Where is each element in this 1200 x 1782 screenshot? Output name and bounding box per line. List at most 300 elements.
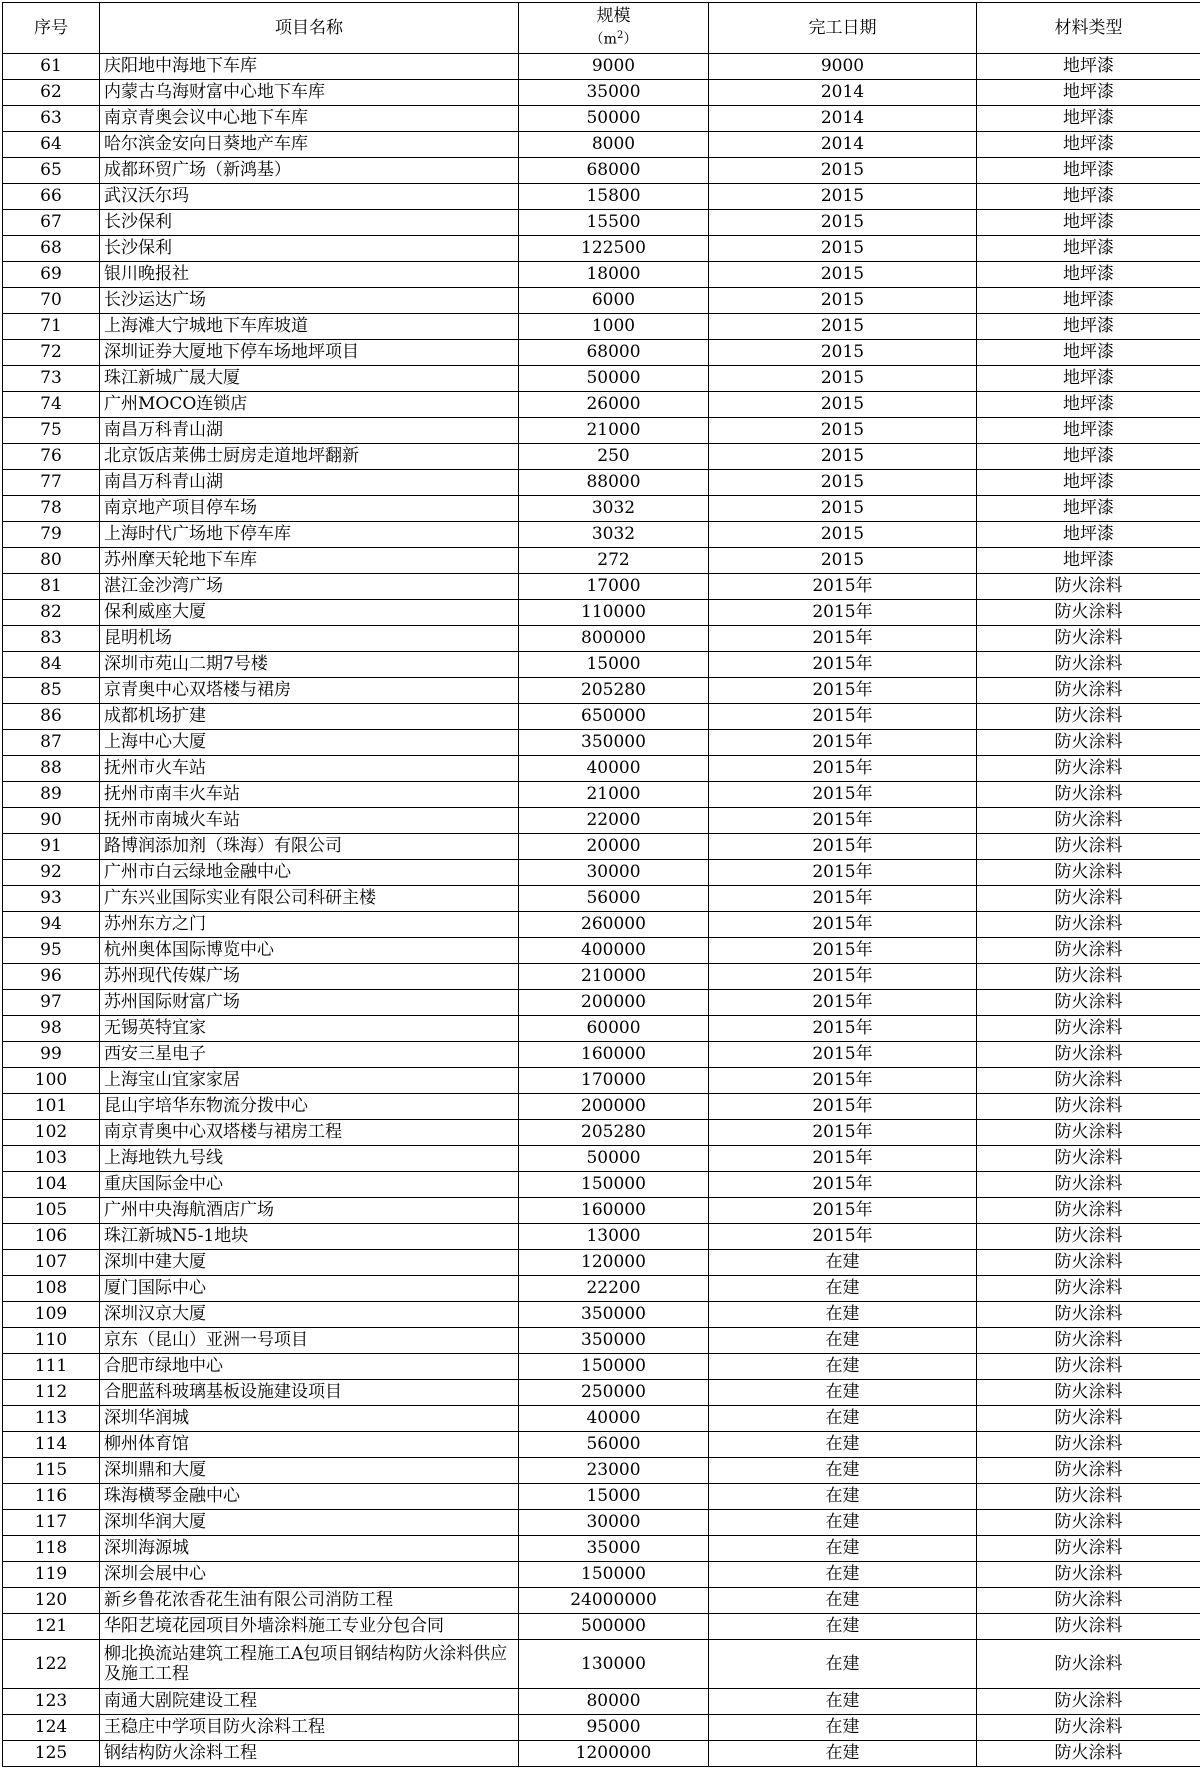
cell-scale: 68000 xyxy=(519,340,709,366)
cell-material: 地坪漆 xyxy=(977,496,1200,522)
cell-name: 珠海横琴金融中心 xyxy=(100,1484,519,1510)
cell-material: 防火涂料 xyxy=(977,990,1200,1016)
table-row xyxy=(3,1146,1200,1172)
table-row xyxy=(3,704,1200,730)
cell-scale: 500000 xyxy=(519,1614,709,1640)
cell-material: 防火涂料 xyxy=(977,860,1200,886)
cell-date: 2015 xyxy=(709,366,977,392)
cell-scale: 150000 xyxy=(519,1172,709,1198)
cell-date: 2015年 xyxy=(709,808,977,834)
table-body xyxy=(3,54,1200,1767)
cell-date: 2015年 xyxy=(709,626,977,652)
cell-name: 深圳汉京大厦 xyxy=(100,1302,519,1328)
cell-material: 地坪漆 xyxy=(977,548,1200,574)
cell-date: 在建 xyxy=(709,1536,977,1562)
cell-scale: 50000 xyxy=(519,1146,709,1172)
cell-material: 防火涂料 xyxy=(977,1016,1200,1042)
cell-date: 在建 xyxy=(709,1510,977,1536)
cell-date: 2015年 xyxy=(709,1146,977,1172)
cell-name: 新乡鲁花浓香花生油有限公司消防工程 xyxy=(100,1588,519,1614)
cell-material: 地坪漆 xyxy=(977,314,1200,340)
table-row xyxy=(3,1432,1200,1458)
cell-date: 2015年 xyxy=(709,652,977,678)
cell-scale: 80000 xyxy=(519,1689,709,1715)
cell-name: 钢结构防火涂料工程 xyxy=(100,1741,519,1767)
table-row xyxy=(3,496,1200,522)
cell-scale: 26000 xyxy=(519,392,709,418)
cell-name: 无锡英特宜家 xyxy=(100,1016,519,1042)
cell-scale: 205280 xyxy=(519,678,709,704)
cell-name: 深圳市苑山二期7号楼 xyxy=(100,652,519,678)
cell-material: 防火涂料 xyxy=(977,1741,1200,1767)
cell-name: 上海宝山宜家家居 xyxy=(100,1068,519,1094)
table-row xyxy=(3,860,1200,886)
cell-date: 2015年 xyxy=(709,990,977,1016)
cell-scale: 150000 xyxy=(519,1562,709,1588)
table-row xyxy=(3,782,1200,808)
cell-no: 83 xyxy=(3,626,100,652)
cell-date: 2015年 xyxy=(709,600,977,626)
cell-scale: 260000 xyxy=(519,912,709,938)
table-row xyxy=(3,1120,1200,1146)
cell-date: 2015年 xyxy=(709,964,977,990)
cell-material: 地坪漆 xyxy=(977,392,1200,418)
table-row xyxy=(3,938,1200,964)
cell-no: 81 xyxy=(3,574,100,600)
cell-material: 防火涂料 xyxy=(977,1276,1200,1302)
cell-material: 地坪漆 xyxy=(977,366,1200,392)
cell-material: 防火涂料 xyxy=(977,1510,1200,1536)
cell-date: 2015年 xyxy=(709,912,977,938)
cell-material: 防火涂料 xyxy=(977,1689,1200,1715)
cell-no: 79 xyxy=(3,522,100,548)
cell-date: 2015年 xyxy=(709,704,977,730)
cell-name: 苏州国际财富广场 xyxy=(100,990,519,1016)
cell-material: 防火涂料 xyxy=(977,1172,1200,1198)
table-row xyxy=(3,1328,1200,1354)
cell-date: 2015年 xyxy=(709,1120,977,1146)
table-row xyxy=(3,1484,1200,1510)
cell-scale: 18000 xyxy=(519,262,709,288)
cell-scale: 160000 xyxy=(519,1042,709,1068)
cell-no: 111 xyxy=(3,1354,100,1380)
cell-name: 深圳中建大厦 xyxy=(100,1250,519,1276)
table-row xyxy=(3,1042,1200,1068)
cell-name: 昆明机场 xyxy=(100,626,519,652)
cell-name: 深圳华润城 xyxy=(100,1406,519,1432)
cell-material: 防火涂料 xyxy=(977,1715,1200,1741)
table-row xyxy=(3,340,1200,366)
cell-name: 哈尔滨金安向日葵地产车库 xyxy=(100,132,519,158)
cell-date: 2015年 xyxy=(709,1016,977,1042)
cell-name: 广州中央海航酒店广场 xyxy=(100,1198,519,1224)
cell-name: 抚州市南丰火车站 xyxy=(100,782,519,808)
cell-material: 防火涂料 xyxy=(977,1640,1200,1689)
table-row xyxy=(3,1614,1200,1640)
cell-name: 上海时代广场地下停车库 xyxy=(100,522,519,548)
cell-no: 113 xyxy=(3,1406,100,1432)
cell-date: 2015年 xyxy=(709,860,977,886)
cell-date: 2015 xyxy=(709,548,977,574)
cell-name: 王稳庄中学项目防火涂料工程 xyxy=(100,1715,519,1741)
table-row xyxy=(3,1250,1200,1276)
cell-date: 2015年 xyxy=(709,1094,977,1120)
cell-no: 93 xyxy=(3,886,100,912)
cell-no: 87 xyxy=(3,730,100,756)
cell-date: 2015 xyxy=(709,314,977,340)
cell-name: 深圳会展中心 xyxy=(100,1562,519,1588)
table-row xyxy=(3,522,1200,548)
cell-no: 78 xyxy=(3,496,100,522)
cell-scale: 150000 xyxy=(519,1354,709,1380)
cell-material: 防火涂料 xyxy=(977,730,1200,756)
cell-no: 88 xyxy=(3,756,100,782)
table-row xyxy=(3,1302,1200,1328)
cell-no: 64 xyxy=(3,132,100,158)
cell-name: 武汉沃尔玛 xyxy=(100,184,519,210)
cell-name: 长沙保利 xyxy=(100,236,519,262)
cell-name: 成都环贸广场（新鸿基） xyxy=(100,158,519,184)
cell-scale: 6000 xyxy=(519,288,709,314)
cell-name: 抚州市南城火车站 xyxy=(100,808,519,834)
header-name: 项目名称 xyxy=(100,3,519,54)
cell-date: 2014 xyxy=(709,106,977,132)
cell-no: 114 xyxy=(3,1432,100,1458)
cell-material: 防火涂料 xyxy=(977,782,1200,808)
cell-no: 91 xyxy=(3,834,100,860)
cell-material: 防火涂料 xyxy=(977,1146,1200,1172)
header-material: 材料类型 xyxy=(977,3,1200,54)
cell-no: 85 xyxy=(3,678,100,704)
table-row xyxy=(3,314,1200,340)
cell-date: 在建 xyxy=(709,1354,977,1380)
cell-material: 防火涂料 xyxy=(977,1406,1200,1432)
cell-no: 69 xyxy=(3,262,100,288)
header-date: 完工日期 xyxy=(709,3,977,54)
cell-material: 防火涂料 xyxy=(977,964,1200,990)
table-row xyxy=(3,1224,1200,1250)
cell-no: 63 xyxy=(3,106,100,132)
cell-no: 66 xyxy=(3,184,100,210)
cell-scale: 250 xyxy=(519,444,709,470)
cell-scale: 800000 xyxy=(519,626,709,652)
cell-material: 地坪漆 xyxy=(977,236,1200,262)
cell-date: 2015 xyxy=(709,418,977,444)
cell-scale: 350000 xyxy=(519,1328,709,1354)
cell-material: 防火涂料 xyxy=(977,1250,1200,1276)
cell-material: 防火涂料 xyxy=(977,886,1200,912)
cell-date: 在建 xyxy=(709,1328,977,1354)
table-row xyxy=(3,1715,1200,1741)
cell-no: 86 xyxy=(3,704,100,730)
table-row xyxy=(3,730,1200,756)
cell-no: 103 xyxy=(3,1146,100,1172)
table-row xyxy=(3,1172,1200,1198)
cell-no: 122 xyxy=(3,1640,100,1689)
table-row xyxy=(3,392,1200,418)
cell-no: 62 xyxy=(3,80,100,106)
cell-scale: 30000 xyxy=(519,1510,709,1536)
cell-no: 100 xyxy=(3,1068,100,1094)
cell-scale: 22000 xyxy=(519,808,709,834)
cell-material: 防火涂料 xyxy=(977,1354,1200,1380)
table-row xyxy=(3,236,1200,262)
cell-name: 北京饭店莱佛士厨房走道地坪翻新 xyxy=(100,444,519,470)
cell-name: 路博润添加剂（珠海）有限公司 xyxy=(100,834,519,860)
cell-material: 防火涂料 xyxy=(977,652,1200,678)
table-row xyxy=(3,470,1200,496)
cell-scale: 24000000 xyxy=(519,1588,709,1614)
cell-scale: 50000 xyxy=(519,366,709,392)
cell-material: 防火涂料 xyxy=(977,1562,1200,1588)
cell-name: 银川晚报社 xyxy=(100,262,519,288)
cell-material: 防火涂料 xyxy=(977,1484,1200,1510)
cell-material: 地坪漆 xyxy=(977,54,1200,80)
cell-no: 80 xyxy=(3,548,100,574)
cell-material: 地坪漆 xyxy=(977,522,1200,548)
cell-name: 合肥市绿地中心 xyxy=(100,1354,519,1380)
cell-date: 2014 xyxy=(709,132,977,158)
cell-name: 深圳鼎和大厦 xyxy=(100,1458,519,1484)
cell-date: 在建 xyxy=(709,1588,977,1614)
cell-name: 昆山宇培华东物流分拨中心 xyxy=(100,1094,519,1120)
cell-no: 74 xyxy=(3,392,100,418)
header-scale-unit: $(m^2)$ xyxy=(589,29,638,48)
cell-date: 2015年 xyxy=(709,730,977,756)
cell-material: 地坪漆 xyxy=(977,80,1200,106)
cell-no: 76 xyxy=(3,444,100,470)
cell-material: 防火涂料 xyxy=(977,1328,1200,1354)
cell-date: 在建 xyxy=(709,1562,977,1588)
cell-material: 地坪漆 xyxy=(977,340,1200,366)
cell-name: 广东兴业国际实业有限公司科研主楼 xyxy=(100,886,519,912)
cell-date: 9000 xyxy=(709,54,977,80)
cell-material: 防火涂料 xyxy=(977,756,1200,782)
cell-no: 92 xyxy=(3,860,100,886)
table-row xyxy=(3,1016,1200,1042)
cell-name: 南京青奥中心双塔楼与裙房工程 xyxy=(100,1120,519,1146)
cell-date: 2015 xyxy=(709,288,977,314)
cell-material: 防火涂料 xyxy=(977,1458,1200,1484)
table-row xyxy=(3,964,1200,990)
cell-material: 防火涂料 xyxy=(977,678,1200,704)
cell-material: 防火涂料 xyxy=(977,1614,1200,1640)
cell-date: 在建 xyxy=(709,1741,977,1767)
cell-no: 71 xyxy=(3,314,100,340)
cell-material: 防火涂料 xyxy=(977,1302,1200,1328)
cell-name: 上海滩大宁城地下车库坡道 xyxy=(100,314,519,340)
cell-scale: 15500 xyxy=(519,210,709,236)
table-row xyxy=(3,834,1200,860)
cell-scale: 160000 xyxy=(519,1198,709,1224)
cell-no: 77 xyxy=(3,470,100,496)
cell-no: 68 xyxy=(3,236,100,262)
cell-date: 在建 xyxy=(709,1689,977,1715)
cell-date: 2015 xyxy=(709,496,977,522)
cell-material: 防火涂料 xyxy=(977,1068,1200,1094)
cell-scale: 35000 xyxy=(519,80,709,106)
table-row xyxy=(3,1588,1200,1614)
cell-name: 华阳艺境花园项目外墙涂料施工专业分包合同 xyxy=(100,1614,519,1640)
cell-scale: 130000 xyxy=(519,1640,709,1689)
cell-name: 深圳证券大厦地下停车场地坪项目 xyxy=(100,340,519,366)
cell-name: 广州市白云绿地金融中心 xyxy=(100,860,519,886)
cell-date: 2015年 xyxy=(709,1068,977,1094)
cell-name: 珠江新城广晟大厦 xyxy=(100,366,519,392)
cell-no: 90 xyxy=(3,808,100,834)
cell-date: 2015 xyxy=(709,210,977,236)
cell-date: 2015年 xyxy=(709,886,977,912)
cell-no: 104 xyxy=(3,1172,100,1198)
cell-date: 2015 xyxy=(709,158,977,184)
cell-date: 在建 xyxy=(709,1458,977,1484)
cell-name: 合肥蓝科玻璃基板设施建设项目 xyxy=(100,1380,519,1406)
table-row xyxy=(3,1380,1200,1406)
table-row xyxy=(3,756,1200,782)
cell-material: 地坪漆 xyxy=(977,444,1200,470)
table-row xyxy=(3,1640,1200,1689)
cell-date: 2015年 xyxy=(709,756,977,782)
cell-no: 121 xyxy=(3,1614,100,1640)
cell-name: 广州MOCO连锁店 xyxy=(100,392,519,418)
table-row xyxy=(3,366,1200,392)
cell-name: 庆阳地中海地下车库 xyxy=(100,54,519,80)
table-row xyxy=(3,574,1200,600)
cell-material: 地坪漆 xyxy=(977,470,1200,496)
cell-date: 2015年 xyxy=(709,574,977,600)
cell-no: 125 xyxy=(3,1741,100,1767)
cell-no: 82 xyxy=(3,600,100,626)
cell-scale: 120000 xyxy=(519,1250,709,1276)
cell-scale: 23000 xyxy=(519,1458,709,1484)
cell-material: 防火涂料 xyxy=(977,626,1200,652)
cell-material: 防火涂料 xyxy=(977,1380,1200,1406)
cell-scale: 3032 xyxy=(519,522,709,548)
cell-no: 84 xyxy=(3,652,100,678)
cell-material: 地坪漆 xyxy=(977,288,1200,314)
cell-date: 在建 xyxy=(709,1715,977,1741)
cell-name: 京东（昆山）亚洲一号项目 xyxy=(100,1328,519,1354)
table-row xyxy=(3,1094,1200,1120)
cell-scale: 200000 xyxy=(519,1094,709,1120)
table-row xyxy=(3,912,1200,938)
cell-no: 108 xyxy=(3,1276,100,1302)
cell-date: 2015 xyxy=(709,236,977,262)
cell-date: 2015 xyxy=(709,340,977,366)
cell-material: 防火涂料 xyxy=(977,912,1200,938)
cell-scale: 21000 xyxy=(519,782,709,808)
table-row xyxy=(3,106,1200,132)
cell-no: 118 xyxy=(3,1536,100,1562)
cell-scale: 22200 xyxy=(519,1276,709,1302)
cell-scale: 1200000 xyxy=(519,1741,709,1767)
cell-no: 72 xyxy=(3,340,100,366)
cell-date: 2015年 xyxy=(709,678,977,704)
cell-no: 96 xyxy=(3,964,100,990)
cell-scale: 50000 xyxy=(519,106,709,132)
cell-no: 73 xyxy=(3,366,100,392)
cell-scale: 8000 xyxy=(519,132,709,158)
table-row xyxy=(3,1354,1200,1380)
table-row xyxy=(3,652,1200,678)
cell-no: 102 xyxy=(3,1120,100,1146)
table-row xyxy=(3,444,1200,470)
header-scale xyxy=(519,3,709,54)
table-row xyxy=(3,600,1200,626)
cell-name: 苏州现代传媒广场 xyxy=(100,964,519,990)
cell-name: 长沙运达广场 xyxy=(100,288,519,314)
cell-scale: 350000 xyxy=(519,1302,709,1328)
cell-date: 2015年 xyxy=(709,1042,977,1068)
cell-scale: 40000 xyxy=(519,756,709,782)
cell-no: 115 xyxy=(3,1458,100,1484)
cell-date: 2014 xyxy=(709,80,977,106)
cell-name: 深圳华润大厦 xyxy=(100,1510,519,1536)
table-row xyxy=(3,990,1200,1016)
cell-name: 苏州摩天轮地下车库 xyxy=(100,548,519,574)
cell-scale: 3032 xyxy=(519,496,709,522)
cell-date: 2015年 xyxy=(709,1198,977,1224)
cell-scale: 250000 xyxy=(519,1380,709,1406)
cell-material: 地坪漆 xyxy=(977,418,1200,444)
cell-date: 2015年 xyxy=(709,782,977,808)
cell-material: 防火涂料 xyxy=(977,1588,1200,1614)
cell-date: 在建 xyxy=(709,1432,977,1458)
cell-name: 苏州东方之门 xyxy=(100,912,519,938)
table-row xyxy=(3,1536,1200,1562)
cell-material: 地坪漆 xyxy=(977,210,1200,236)
cell-no: 110 xyxy=(3,1328,100,1354)
cell-scale: 9000 xyxy=(519,54,709,80)
header-scale-label: 规模 xyxy=(596,5,631,26)
cell-name: 深圳海源城 xyxy=(100,1536,519,1562)
cell-name: 上海地铁九号线 xyxy=(100,1146,519,1172)
cell-scale: 272 xyxy=(519,548,709,574)
cell-date: 2015 xyxy=(709,184,977,210)
cell-no: 119 xyxy=(3,1562,100,1588)
cell-no: 95 xyxy=(3,938,100,964)
cell-date: 2015 xyxy=(709,470,977,496)
cell-material: 防火涂料 xyxy=(977,834,1200,860)
table-row xyxy=(3,1068,1200,1094)
cell-scale: 17000 xyxy=(519,574,709,600)
cell-no: 75 xyxy=(3,418,100,444)
table-row xyxy=(3,1689,1200,1715)
table-row xyxy=(3,1510,1200,1536)
cell-name: 湛江金沙湾广场 xyxy=(100,574,519,600)
cell-material: 防火涂料 xyxy=(977,1536,1200,1562)
cell-material: 防火涂料 xyxy=(977,1432,1200,1458)
table-row xyxy=(3,262,1200,288)
cell-material: 地坪漆 xyxy=(977,106,1200,132)
cell-no: 105 xyxy=(3,1198,100,1224)
cell-name: 柳州体育馆 xyxy=(100,1432,519,1458)
cell-date: 在建 xyxy=(709,1614,977,1640)
cell-scale: 110000 xyxy=(519,600,709,626)
cell-date: 在建 xyxy=(709,1276,977,1302)
cell-material: 地坪漆 xyxy=(977,158,1200,184)
cell-material: 地坪漆 xyxy=(977,132,1200,158)
cell-name: 长沙保利 xyxy=(100,210,519,236)
cell-name: 内蒙古乌海财富中心地下车库 xyxy=(100,80,519,106)
cell-material: 地坪漆 xyxy=(977,262,1200,288)
cell-scale: 60000 xyxy=(519,1016,709,1042)
cell-name: 南京青奥会议中心地下车库 xyxy=(100,106,519,132)
table-row xyxy=(3,678,1200,704)
cell-material: 防火涂料 xyxy=(977,808,1200,834)
table-row xyxy=(3,1458,1200,1484)
table-row xyxy=(3,54,1200,80)
